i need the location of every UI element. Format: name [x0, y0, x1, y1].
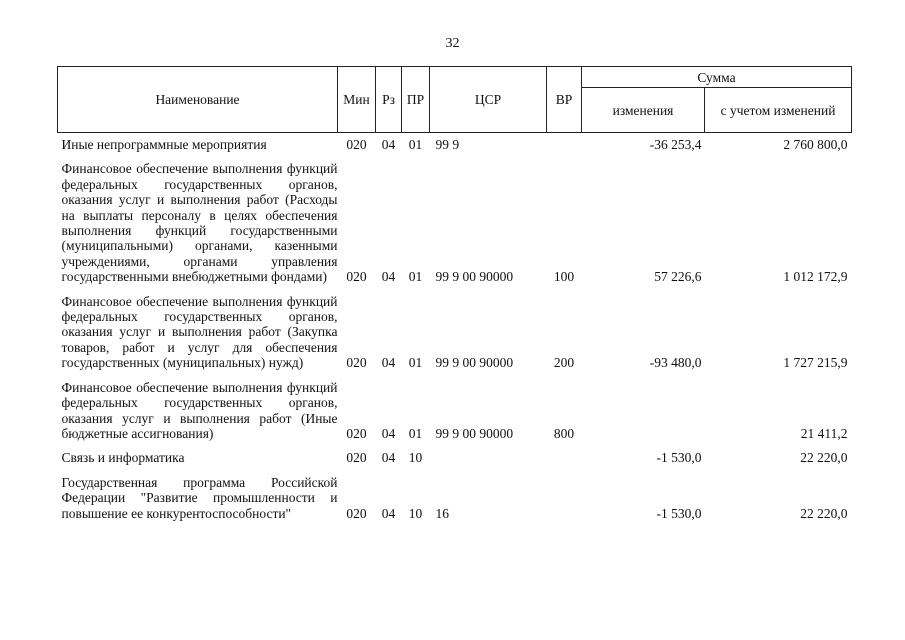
budget-table: [57, 66, 852, 521]
header-rz: Рз: [376, 67, 402, 133]
table-row: [58, 133, 852, 153]
row-total: 22 220,0: [800, 505, 848, 521]
row-min: 020: [346, 450, 367, 466]
table-body: [58, 133, 852, 521]
row-min: 020: [346, 355, 367, 371]
row-min: 020: [346, 425, 367, 441]
table-row: [58, 152, 852, 284]
row-csr: 99 9: [435, 137, 460, 152]
row-name: Финансовое обеспечение выполнения функций федеральных государственных органов, оказания услуг и выполнения работ (Закупка товаров, работ и услуг для обеспечения государственных (муниципальных) нужд): [61, 293, 338, 371]
row-total: 21 411,2: [800, 425, 848, 441]
row-min: 020: [346, 137, 367, 152]
row-total: 1 727 215,9: [783, 355, 848, 371]
row-changes: -1 530,0: [656, 450, 702, 466]
row-name: Связь и информатика: [61, 450, 185, 466]
header-min: Мин: [338, 67, 376, 133]
row-name: Финансовое обеспечение выполнения функций федеральных государственных органов, оказания услуг и выполнения работ (Иные бюджетные ассигнования): [61, 379, 338, 441]
row-total: 2 760 800,0: [783, 137, 848, 152]
row-min: 020: [346, 269, 367, 285]
table-row: [58, 371, 852, 442]
row-pr: 10: [408, 505, 423, 521]
row-min: 020: [346, 505, 367, 521]
row-vr: [547, 441, 582, 465]
row-pr: 01: [408, 137, 423, 152]
row-changes: -1 530,0: [656, 505, 702, 521]
row-vr: 800: [553, 425, 575, 441]
row-name: Государственная программа Российской Федерации "Развитие промышленности и повышение ее конкурентоспособности": [61, 474, 338, 521]
table-row: [58, 441, 852, 465]
row-total: 22 220,0: [800, 450, 848, 466]
header-changes: изменения: [582, 88, 705, 133]
table-row: [58, 466, 852, 521]
table-header: [58, 67, 852, 133]
page-number: 32: [445, 36, 460, 51]
header-pr: ПР: [402, 67, 430, 133]
row-vr: [547, 133, 582, 153]
row-rz: 04: [381, 450, 396, 466]
row-rz: 04: [381, 425, 396, 441]
header-sum: Сумма: [582, 67, 852, 88]
row-changes: 57 226,6: [654, 269, 702, 285]
header-name: Наименование: [58, 67, 338, 133]
row-name: Иные непрограммные мероприятия: [61, 137, 267, 152]
row-changes: -36 253,4: [649, 137, 702, 152]
row-pr: 01: [408, 425, 423, 441]
row-rz: 04: [381, 505, 396, 521]
row-vr: [547, 466, 582, 521]
row-changes: -93 480,0: [649, 355, 702, 371]
row-rz: 04: [381, 269, 396, 285]
row-csr: 99 9 00 90000: [435, 425, 514, 441]
row-csr: 99 9 00 90000: [435, 355, 514, 371]
row-pr: 01: [408, 269, 423, 285]
header-vr: ВР: [547, 67, 582, 133]
row-csr: 99 9 00 90000: [435, 269, 514, 285]
header-with-changes: с учетом изменений: [705, 88, 852, 133]
row-csr: [430, 441, 547, 465]
row-pr: 10: [408, 450, 423, 466]
table-row: [58, 285, 852, 371]
row-vr: 200: [553, 355, 575, 371]
row-vr: 100: [553, 269, 575, 285]
row-rz: 04: [381, 137, 396, 152]
row-pr: 01: [408, 355, 423, 371]
header-csr: ЦСР: [430, 67, 547, 133]
row-rz: 04: [381, 355, 396, 371]
row-csr: 16: [435, 505, 449, 521]
row-name: Финансовое обеспечение выполнения функций федеральных государственных органов, оказания услуг и выполнения работ (Расходы на выплаты персоналу в целях обеспечения выполнения функций государственными (муниципальными) органами, казенными учреждениями, органами управления государственными внебюджетными фондами): [61, 161, 338, 285]
row-total: 1 012 172,9: [783, 269, 848, 285]
row-changes: [582, 371, 705, 442]
